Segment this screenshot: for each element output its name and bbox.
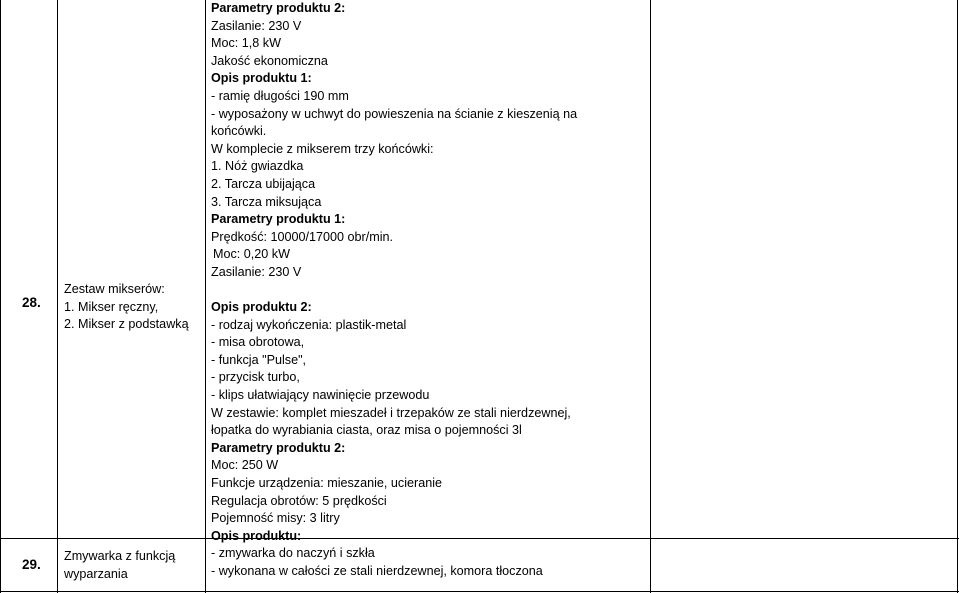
description-line: - funkcja "Pulse", <box>211 352 307 367</box>
description-heading: Parametry produktu 2: <box>211 440 346 455</box>
description-line: 1. Nóż gwiazdka <box>211 159 304 174</box>
description-heading: Opis produktu: <box>211 528 302 543</box>
table-border-bottom <box>0 591 959 592</box>
row-28-product-name <box>64 281 189 334</box>
description-heading: Opis produktu 1: <box>211 71 312 86</box>
description-blank-line <box>211 282 606 300</box>
row-29-product-name <box>64 548 175 583</box>
description-line: Zasilanie: 230 V <box>211 18 302 33</box>
description-line: - wyposażony w uchwyt do powieszenia na ścianie z kieszenią na <box>211 106 578 121</box>
description-line: łopatka do wyrabiania ciasta, oraz misa o pojemności 3l <box>211 423 522 438</box>
description-heading: Parametry produktu 1: <box>211 212 346 227</box>
description-line: końcówki. <box>211 124 267 139</box>
table-border-right <box>957 0 958 593</box>
description-line: - ramię długości 190 mm <box>211 88 349 103</box>
description-line: 3. Tarcza miksująca <box>211 194 322 209</box>
row-28-name-line: Zestaw mikserów: <box>64 282 165 296</box>
table-border-left <box>0 0 1 593</box>
description-heading: Parametry produktu 2: <box>211 1 346 15</box>
description-line: Pojemność misy: 3 litry <box>211 511 340 526</box>
row-29-number: 29. <box>22 557 41 572</box>
description-line: - przycisk turbo, <box>211 370 300 385</box>
description-line: Jakość ekonomiczna <box>211 53 328 68</box>
column-divider-1 <box>57 0 58 593</box>
row-28-name-line: 1. Mikser ręczny, <box>64 299 159 314</box>
row-28-number: 28. <box>22 295 41 310</box>
description-line: - rodzaj wykończenia: plastik-metal <box>211 317 407 332</box>
description-line: W zestawie: komplet mieszadeł i trzepaków ze stali nierdzewnej, <box>211 405 571 420</box>
description-line: Moc: 1,8 kW <box>211 36 281 51</box>
column-divider-3 <box>650 0 651 593</box>
column-divider-2 <box>205 0 206 593</box>
row-29-name-line: Zmywarka z funkcją <box>64 549 176 563</box>
description-line: 2. Tarcza ubijająca <box>211 176 316 191</box>
description-line: Moc: 250 W <box>211 458 279 473</box>
description-line: Prędkość: 10000/17000 obr/min. <box>211 229 394 244</box>
description-line: Regulacja obrotów: 5 prędkości <box>211 493 387 508</box>
description-line: - zmywarka do naczyń i szkła <box>211 546 375 561</box>
description-line: W komplecie z mikserem trzy końcówki: <box>211 141 434 156</box>
description-line: - wykonana w całości ze stali nierdzewnej, komora tłoczona <box>211 564 543 578</box>
description-line: - misa obrotowa, <box>211 335 305 350</box>
description-line: Moc: 0,20 kW <box>213 247 290 262</box>
product-description-column <box>211 0 606 581</box>
row-28-name-line: 2. Mikser z podstawką <box>64 317 189 332</box>
description-line: Funkcje urządzenia: mieszanie, ucieranie <box>211 476 443 491</box>
description-heading: Opis produktu 2: <box>211 300 312 315</box>
row-29-name-line: wyparzania <box>64 566 128 581</box>
description-line: Zasilanie: 230 V <box>211 264 302 279</box>
description-line: - klips ułatwiający nawinięcie przewodu <box>211 388 430 403</box>
